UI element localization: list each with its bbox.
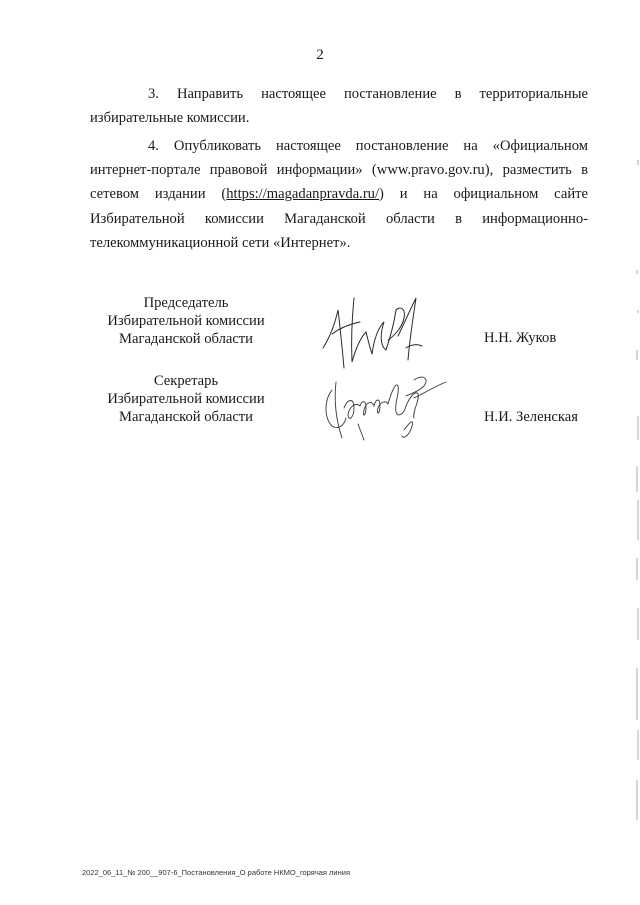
chairman-name: Н.Н. Жуков xyxy=(484,330,557,346)
page-number: 2 xyxy=(316,47,324,63)
chairman-position xyxy=(96,294,276,348)
secretary-name: Н.И. Зеленская xyxy=(484,409,578,425)
paragraph-4 xyxy=(90,134,588,255)
paragraph-line: избирательные комиссии. xyxy=(90,110,250,127)
position-line: Секретарь xyxy=(153,373,219,389)
paragraph-text: и на официальном сайте xyxy=(399,186,588,203)
position-line: Магаданской области xyxy=(119,331,253,347)
magadanpravda-link-group: (https://magadanpravda.ru/) xyxy=(221,186,384,203)
paragraph-3 xyxy=(90,82,588,130)
position-line: Магаданской области xyxy=(119,409,253,425)
magadanpravda-link[interactable]: https://magadanpravda.ru/ xyxy=(226,186,380,203)
position-line: Избирательной комиссии xyxy=(107,391,265,407)
paragraph-line: Избирательной комиссии Магаданской области в информационно- xyxy=(90,210,588,227)
paragraph-line xyxy=(90,182,588,206)
paragraph-line: 4. Опубликовать настоящее постановление на «Официальном xyxy=(148,138,588,154)
secretary-signature xyxy=(318,360,448,445)
secretary-position xyxy=(96,372,276,426)
document-footer: 2022_06_11_№ 200__907-6_Постановления_О работе НКМО_горячая линия xyxy=(82,868,351,877)
paragraph-line: 3. Направить настоящее постановление в территориальные xyxy=(148,86,588,102)
paragraph-line: телекоммуникационной сети «Интернет». xyxy=(90,234,351,251)
paragraph-line: интернет-портале правовой информации» (www.pravo.gov.ru), разместить в xyxy=(90,162,588,179)
scan-edge-marks xyxy=(628,120,640,860)
position-line: Избирательной комиссии xyxy=(107,313,265,329)
paragraph-text: сетевом издании xyxy=(90,186,206,203)
position-line: Председатель xyxy=(143,295,229,311)
